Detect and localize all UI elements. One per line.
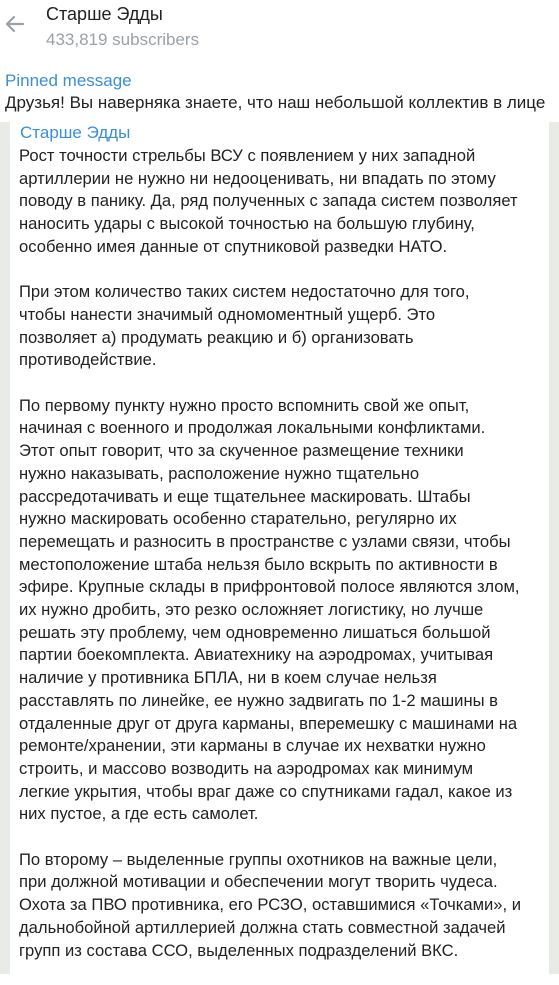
message-line: расставлять по линейке, ее нужно задвигать по 1-2 машины в [19, 690, 498, 710]
arrow-left-icon [4, 13, 26, 35]
subscriber-count: 433,819 subscribers [46, 30, 200, 49]
message-line: По первому пункту нужно просто вспомнить свой же опыт, [19, 395, 470, 415]
message-line: при должной мотивации и обеспечении могут творить чудеса. [19, 872, 498, 892]
message-line: дальнобойной артиллерией должна стать совместной задачей [19, 917, 506, 937]
message-line: При этом количество таких систем недостаточно для того, [19, 282, 470, 302]
pinned-message-bar[interactable] [0, 66, 559, 122]
message-bubble[interactable] [10, 122, 549, 974]
chat-header [0, 0, 559, 62]
message-line: наличие у противника БПЛА, ни в коем случае нельзя [19, 668, 437, 688]
pinned-label: Pinned message [5, 71, 132, 90]
message-line: противодействие. [19, 350, 157, 370]
message-line: поводу в панику. Да, ряд полученных с запада систем позволяет [19, 191, 518, 211]
message-paragraph [19, 145, 539, 259]
message-line: решать эту проблему, чем одновременно лишаться большой [19, 622, 491, 642]
message-line: особенно имея данные от спутниковой разведки НАТО. [19, 236, 448, 256]
message-line: перемещать и разносить в пространстве с узлами связи, чтобы [19, 531, 511, 551]
message-line: групп из состава ССО, выделенных подразделений ВКС. [19, 940, 459, 960]
message-line: их нужно дробить, это резко осложняет логистику, но лучше [19, 600, 484, 620]
message-paragraph [19, 281, 539, 372]
message-line: рассредотачивать и еще тщательнее маскировать. Штабы [19, 486, 471, 506]
message-line: местоположение штаба нельзя было вскрыть по активности в [19, 554, 498, 574]
message-line: начиная с военного и продолжая локальными конфликтами. [19, 418, 486, 438]
message-line: чтобы нанести значимый одномоментный ущерб. Это [19, 304, 436, 324]
message-line: эфире. Крупные склады в прифронтовой полосе являются злом, [19, 577, 520, 597]
message-line: наносить удары с высокой точностью на большую глубину, [19, 214, 475, 234]
message-line: Охота за ПВО противника, его РСЗО, оставшимися «Точками», и [19, 895, 521, 915]
message-line: нужно маскировать особенно старательно, регулярно их [19, 509, 457, 529]
message-line: нужно наказывать, расположение нужно тщательно [19, 463, 420, 483]
message-paragraph [19, 849, 539, 963]
message-paragraph [19, 395, 539, 826]
message-line: партии боекомплекта. Авиатехнику на аэродромах, учитывая [19, 645, 494, 665]
message-line: По второму – выделенные группы охотников на важные цели, [19, 849, 498, 869]
message-line: легкие укрытия, чтобы враг даже со спутниками гадал, какое из [19, 781, 513, 801]
message-line: отдаленные друг от друга карманы, вперемешку с машинами на [19, 713, 518, 733]
message-line: Рост точности стрельбы ВСУ с появлением у них западной [19, 146, 476, 165]
message-sender[interactable]: Старше Эдды [20, 123, 131, 142]
message-line: строить, и массово возводить на аэродромах как минимум [19, 758, 474, 778]
back-button[interactable] [0, 6, 38, 44]
pinned-text: Друзья! Вы наверняка знаете, что наш небольшой коллектив в лице [5, 93, 546, 112]
message-line: них пустое, а где есть самолет. [19, 804, 259, 824]
message-line: позволяет а) продумать реакцию и б) организовать [19, 327, 414, 347]
message-line: ремонте/хранении, эти карманы в случае их нехватки нужно [19, 736, 486, 756]
message-text [19, 145, 539, 985]
channel-title[interactable]: Старше Эдды [46, 4, 163, 24]
message-line: артиллерии не нужно ни недооценивать, ни впадать по этому [19, 168, 496, 188]
message-line: Этот опыт говорит, что за скученное размещение техники [19, 441, 464, 461]
